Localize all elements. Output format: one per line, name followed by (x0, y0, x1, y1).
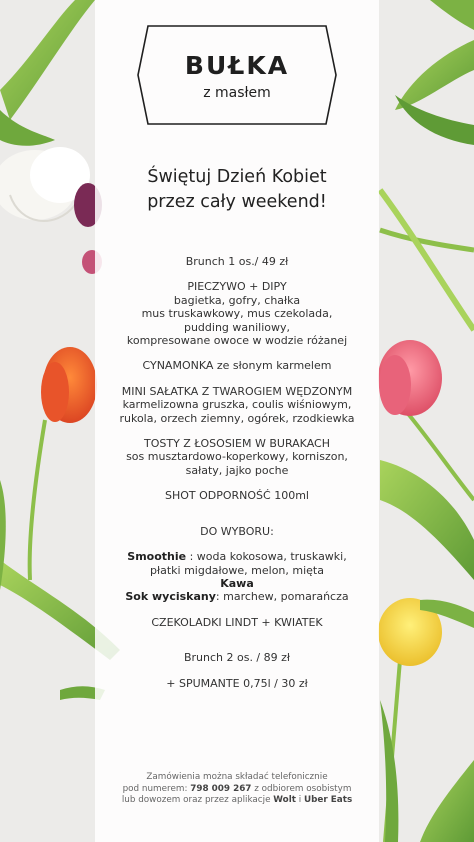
spumante-item: + SPUMANTE 0,75l / 30 zł (166, 676, 308, 690)
footer-text: i (295, 795, 304, 805)
pieczywo-line: kompresowane owoce w wodzie różanej (126, 334, 348, 348)
tosty-line: sałaty, jajko poche (185, 463, 289, 477)
footer-text: pod numerem: (122, 783, 191, 794)
salatka-line: karmelizowna gruszka, coulis wiśniowym, (122, 398, 352, 412)
smoothie-line-2: płatki migdałowe, melon, mięta (149, 563, 324, 577)
smoothie-label: Smoothie (127, 550, 187, 564)
shot-item: SHOT ODPORNOŚĆ 100ml (164, 489, 309, 503)
salatka-title: MINI SAŁATKA Z TWAROGIEM WĘDZONYM (121, 384, 353, 398)
order-info (95, 772, 379, 807)
pieczywo-title: PIECZYWO + DIPY (187, 280, 287, 294)
sok-item (95, 590, 379, 603)
cynamonka-desc: ze słonym karmelem (213, 359, 332, 373)
cynamonka-item (95, 359, 379, 372)
app-uber-eats: Uber Eats (303, 795, 353, 805)
smoothie-item (95, 550, 379, 563)
footer-line-3 (95, 795, 379, 807)
headline (95, 165, 379, 215)
footer-line-1: Zamówienia można składać telefonicznie (146, 772, 328, 782)
salatka-line: rukola, orzech ziemny, ogórek, rzodkiewka (119, 411, 355, 425)
footer-text: lub dowozem oraz przez aplikacje (121, 795, 274, 805)
pieczywo-line: bagietka, gofry, chałka (173, 293, 301, 307)
cynamonka-title: CYNAMONKA (142, 359, 214, 373)
brunch-1-price: Brunch 1 os./ 49 zł (185, 255, 289, 268)
smoothie-text: woda kokosowa, truskawki, (196, 550, 347, 564)
brand-logo (136, 24, 338, 126)
sok-label: Sok wyciskany (125, 590, 216, 604)
brand-tagline: z masłem (203, 85, 271, 101)
sok-sep: : (215, 590, 224, 604)
czekoladki-item: CZEKOLADKI LINDT + KWIATEK (151, 615, 323, 629)
kawa-item: Kawa (220, 576, 254, 590)
app-wolt: Wolt (273, 795, 296, 805)
menu-content (95, 255, 379, 690)
headline-line-1: Świętuj Dzień Kobiet (147, 167, 327, 187)
headline-line-2: przez cały weekend! (147, 192, 327, 212)
pieczywo-line: pudding waniliowy, (183, 320, 291, 334)
phone-number: 798 009 267 (190, 783, 252, 794)
smoothie-sep: : (186, 550, 197, 564)
do-wyboru-heading: DO WYBORU: (200, 524, 274, 538)
footer-text: z odbiorem osobistym (251, 783, 352, 794)
brunch-2-price: Brunch 2 os. / 89 zł (183, 651, 291, 665)
pieczywo-line: mus truskawkowy, mus czekolada, (141, 307, 333, 321)
brand-name: BUŁKA (184, 51, 290, 80)
tosty-line: sos musztardowo-koperkowy, korniszon, (126, 450, 348, 464)
footer-line-2 (95, 784, 379, 796)
tosty-title: TOSTY Z ŁOSOSIEM W BURAKACH (144, 437, 330, 451)
sok-text: marchew, pomarańcza (223, 590, 349, 604)
